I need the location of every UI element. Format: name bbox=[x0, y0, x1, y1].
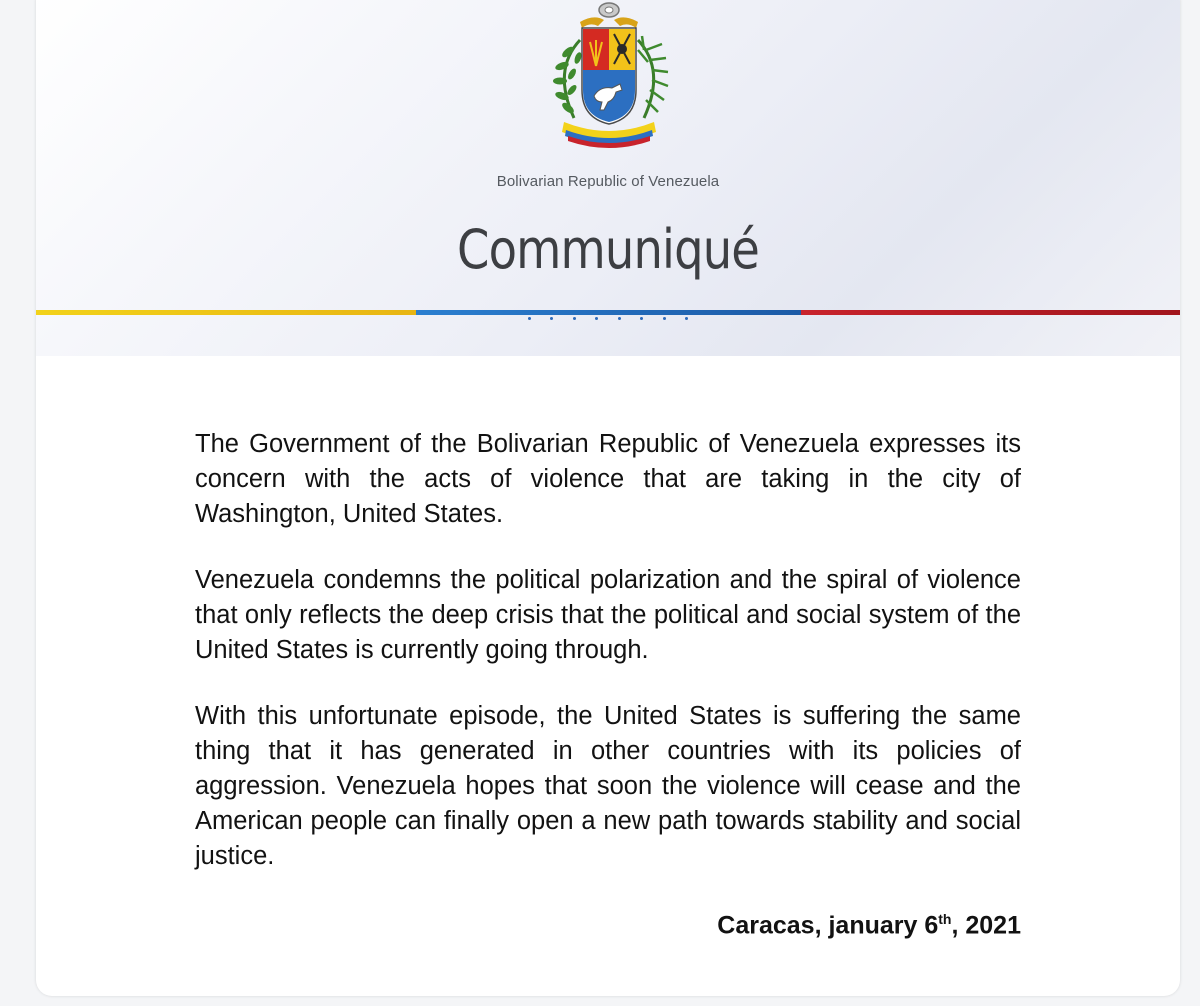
flag-stars bbox=[528, 317, 688, 320]
communique-body bbox=[195, 427, 1021, 905]
flag-stripe-blue bbox=[416, 310, 801, 315]
flag-stripe-yellow bbox=[36, 310, 416, 315]
place-date-prefix: Caracas, january 6 bbox=[717, 911, 939, 940]
paragraph: The Government of the Bolivarian Republic of Venezuela expresses its concern with the acts of violence that are taking in the city of Washington, United States. bbox=[195, 430, 1021, 528]
flag-stripe-red bbox=[801, 310, 1180, 315]
paragraph: With this unfortunate episode, the United States is suffering the same thing that it has generated in other countries with its policies of aggression. Venezuela hopes that soon the violence will cease and the American people can finally open a new path towards stability and social justice. bbox=[195, 702, 1021, 870]
date-year: , 2021 bbox=[951, 911, 1021, 940]
place-and-date bbox=[36, 911, 1021, 940]
country-name: Bolivarian Republic of Venezuela bbox=[496, 173, 720, 190]
ordinal-suffix: th bbox=[938, 911, 952, 927]
coat-of-arms-icon bbox=[538, 0, 680, 150]
paragraph: Venezuela condemns the political polarization and the spiral of violence that only reflects the deep crisis that the political and social system of the United States is currently going through. bbox=[195, 566, 1021, 664]
document-title: Communiqué bbox=[457, 218, 759, 281]
communique-document bbox=[36, 0, 1180, 996]
